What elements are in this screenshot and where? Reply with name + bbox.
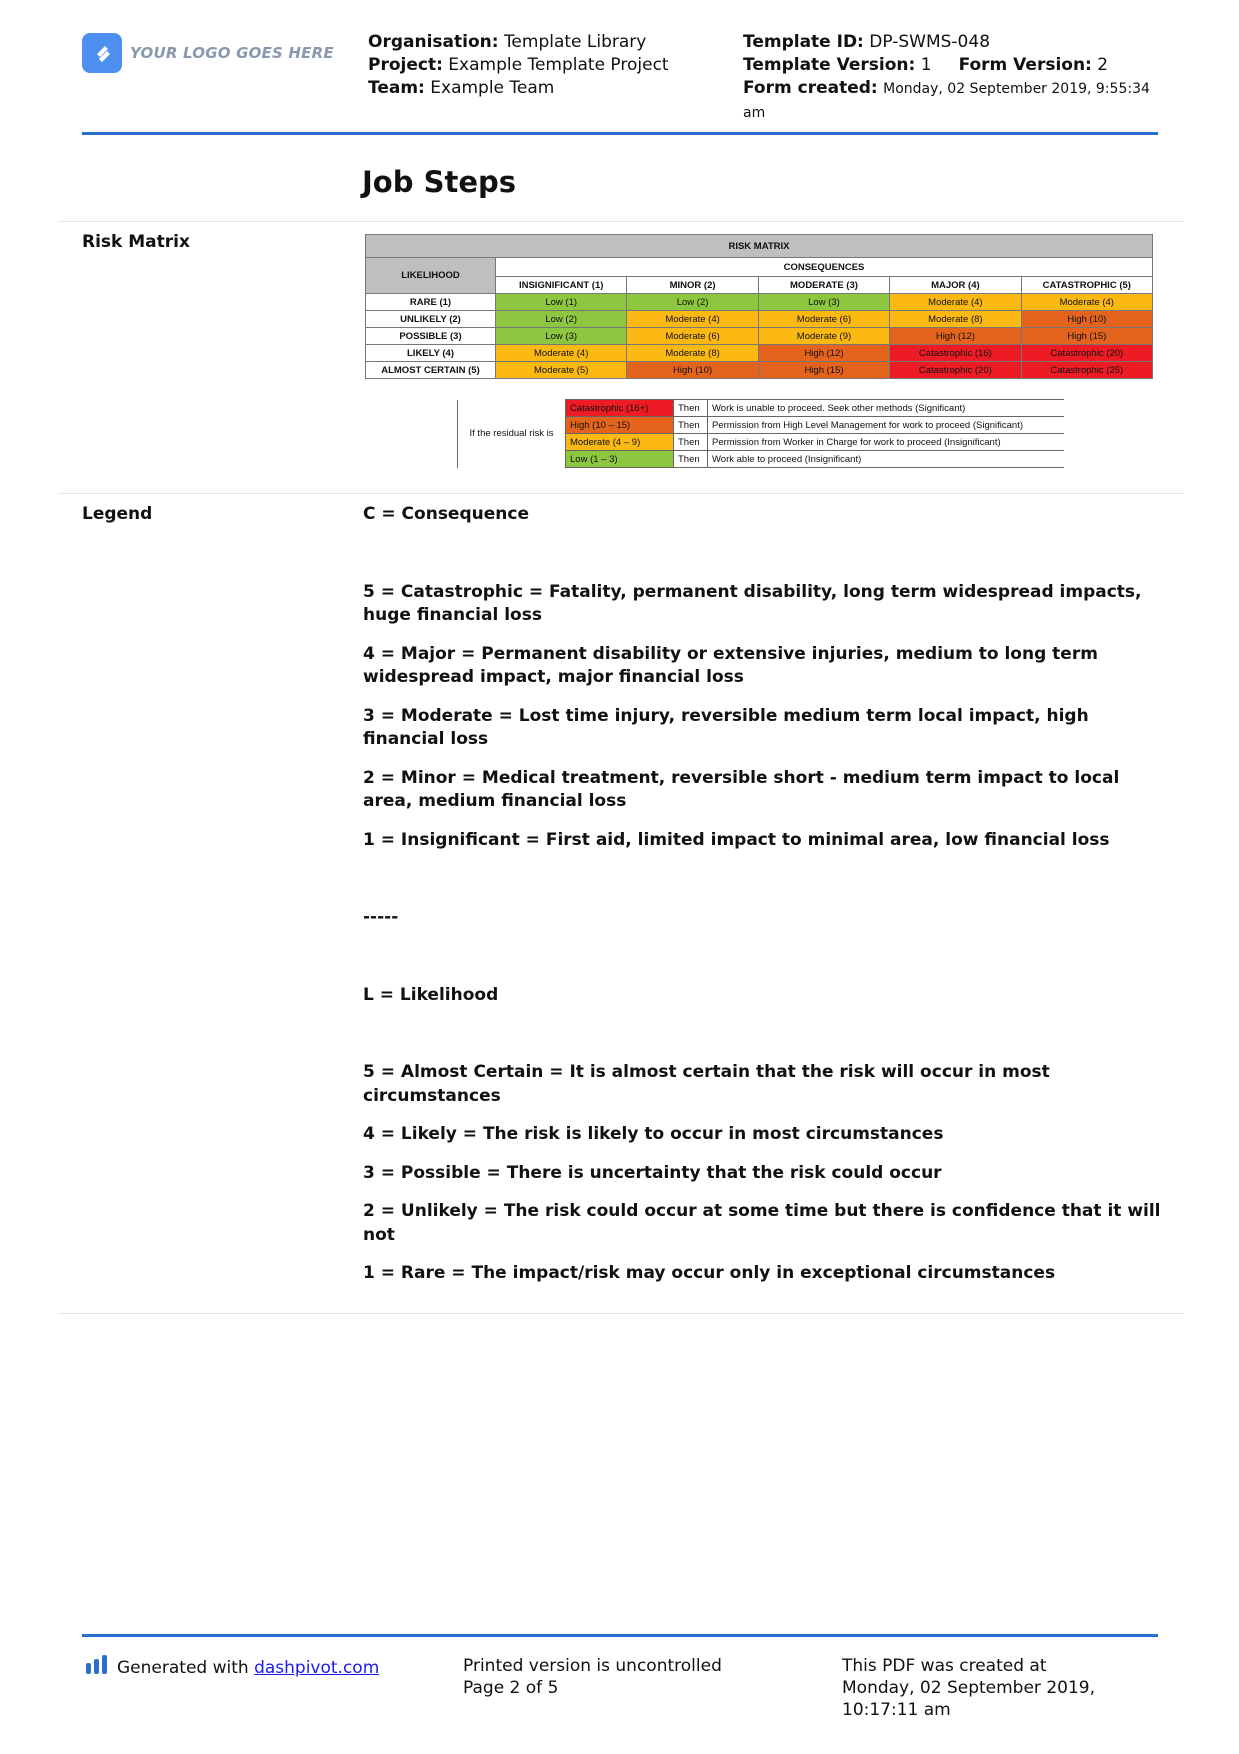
footer-divider [82, 1634, 1158, 1637]
likelihood-header: LIKELIHOOD [366, 258, 496, 294]
risk-rating-cell: Low (1) [496, 294, 627, 311]
risk-rating-cell: Moderate (4) [496, 345, 627, 362]
dashpivot-link[interactable]: dashpivot.com [254, 1658, 380, 1678]
risk-rating-cell: High (10) [627, 362, 758, 379]
risk-rating-cell: Moderate (6) [627, 328, 758, 345]
risk-key-intro: If the residual risk is [458, 400, 566, 468]
legend-separator: ----- [363, 907, 399, 927]
likelihood-row-label: ALMOST CERTAIN (5) [366, 362, 496, 379]
created-line-3: 10:17:11 am [842, 1700, 951, 1720]
risk-matrix-row [366, 294, 1153, 311]
likelihood-3: 3 = Possible = There is uncertainty that the risk could occur [363, 1162, 942, 1183]
header-left [368, 31, 669, 100]
row-divider [58, 493, 1184, 494]
template-version-value: 1 [920, 55, 932, 75]
risk-key-level: Catastrophic (16+) [566, 400, 674, 417]
likelihood-1: 1 = Rare = The impact/risk may occur only in exceptional circumstances [363, 1263, 1056, 1283]
risk-matrix-label: Risk Matrix [82, 232, 190, 252]
likelihood-5: 5 = Almost Certain = It is almost certain that the risk will occur in most circumstances [363, 1062, 1050, 1106]
risk-rating-cell: Moderate (4) [1021, 294, 1152, 311]
risk-key-then: Then [674, 400, 708, 417]
risk-rating-cell: Low (3) [496, 328, 627, 345]
created-line-1: This PDF was created at [842, 1656, 1047, 1676]
risk-key-level: High (10 – 15) [566, 417, 674, 434]
risk-rating-cell: Moderate (4) [890, 294, 1021, 311]
risk-rating-cell: Low (2) [496, 311, 627, 328]
likelihood-heading: L = Likelihood [363, 984, 499, 1005]
row-divider [58, 221, 1184, 222]
risk-matrix-row [366, 328, 1153, 345]
risk-matrix-table [365, 234, 1153, 379]
likelihood-2: 2 = Unlikely = The risk could occur at some time but there is confidence that it will not [363, 1201, 1161, 1245]
form-version-value: 2 [1097, 55, 1109, 75]
generated-prefix: Generated with [117, 1658, 255, 1678]
page-number: Page 2 of 5 [463, 1678, 559, 1698]
consequence-column-header: MAJOR (4) [890, 277, 1021, 294]
risk-rating-cell: High (12) [758, 345, 889, 362]
risk-rating-cell: Moderate (6) [758, 311, 889, 328]
company-logo [82, 33, 334, 73]
risk-key-row [458, 400, 1064, 417]
template-id-value: DP-SWMS-048 [869, 32, 991, 52]
consequence-1: 1 = Insignificant = First aid, limited impact to minimal area, low financial loss [363, 829, 1110, 850]
header-right [743, 31, 1158, 125]
team-label: Team: [368, 78, 425, 98]
likelihood-4: 4 = Likely = The risk is likely to occur in most circumstances [363, 1124, 944, 1144]
footer-middle [463, 1655, 722, 1699]
template-version-label: Template Version: [743, 55, 916, 75]
risk-rating-cell: Moderate (8) [627, 345, 758, 362]
risk-rating-cell: Moderate (4) [627, 311, 758, 328]
risk-key [457, 399, 1064, 468]
likelihood-row-label: POSSIBLE (3) [366, 328, 496, 345]
form-created-value: Monday, 02 September 2019, 9:55:34 am [743, 81, 1150, 121]
risk-key-action: Permission from Worker in Charge for work to proceed (Insignificant) [708, 434, 1064, 451]
risk-key-then: Then [674, 451, 708, 468]
consequence-heading: C = Consequence [363, 504, 529, 524]
row-divider [58, 1313, 1184, 1314]
likelihood-row-label: UNLIKELY (2) [366, 311, 496, 328]
uncontrolled-note: Printed version is uncontrolled [463, 1656, 722, 1676]
legend-content [363, 503, 1163, 1286]
risk-matrix-row [366, 362, 1153, 379]
created-line-2: Monday, 02 September 2019, [842, 1678, 1095, 1698]
risk-rating-cell: High (12) [890, 328, 1021, 345]
header-divider [82, 132, 1158, 135]
section-title: Job Steps [362, 165, 517, 199]
form-version-label: Form Version: [958, 55, 1092, 75]
risk-key-level: Low (1 – 3) [566, 451, 674, 468]
risk-matrix-title: RISK MATRIX [366, 235, 1153, 258]
risk-rating-cell: Catastrophic (16) [890, 345, 1021, 362]
consequence-2: 2 = Minor = Medical treatment, reversible short - medium term impact to local area, medium financial loss [363, 767, 1120, 811]
consequence-column-header: CATASTROPHIC (5) [1021, 277, 1152, 294]
risk-key-then: Then [674, 434, 708, 451]
footer-generated [85, 1655, 379, 1681]
risk-rating-cell: Catastrophic (20) [890, 362, 1021, 379]
project-label: Project: [368, 55, 443, 75]
risk-rating-cell: High (15) [1021, 328, 1152, 345]
project-value: Example Template Project [448, 55, 669, 75]
consequence-column-header: MODERATE (3) [758, 277, 889, 294]
risk-key-action: Work is unable to proceed. Seek other methods (Significant) [708, 400, 1064, 417]
risk-rating-cell: Moderate (8) [890, 311, 1021, 328]
organisation-value: Template Library [503, 32, 647, 52]
consequence-4: 4 = Major = Permanent disability or extensive injuries, medium to long term widespread impact, major financial loss [363, 643, 1098, 687]
form-created-label: Form created: [743, 78, 878, 98]
risk-rating-cell: High (10) [1021, 311, 1152, 328]
risk-key-action: Work able to proceed (Insignificant) [708, 451, 1064, 468]
dashpivot-icon [85, 1655, 109, 1681]
legend-label: Legend [82, 504, 153, 524]
risk-rating-cell: Low (2) [627, 294, 758, 311]
likelihood-row-label: RARE (1) [366, 294, 496, 311]
risk-matrix-row [366, 345, 1153, 362]
risk-rating-cell: Catastrophic (20) [1021, 345, 1152, 362]
consequence-5: 5 = Catastrophic = Fatality, permanent disability, long term widespread impacts, huge financial loss [363, 581, 1142, 625]
risk-key-level: Moderate (4 – 9) [566, 434, 674, 451]
risk-rating-cell: High (15) [758, 362, 889, 379]
likelihood-row-label: LIKELY (4) [366, 345, 496, 362]
consequence-3: 3 = Moderate = Lost time injury, reversible medium term local impact, high financial loss [363, 705, 1089, 749]
risk-rating-cell: Moderate (9) [758, 328, 889, 345]
risk-rating-cell: Catastrophic (25) [1021, 362, 1152, 379]
team-value: Example Team [430, 78, 555, 98]
organisation-label: Organisation: [368, 32, 499, 52]
risk-key-then: Then [674, 417, 708, 434]
consequence-column-header: MINOR (2) [627, 277, 758, 294]
risk-key-action: Permission from High Level Management for work to proceed (Significant) [708, 417, 1064, 434]
consequences-header: CONSEQUENCES [496, 258, 1153, 277]
risk-matrix-image [365, 234, 1153, 379]
template-id-label: Template ID: [743, 32, 864, 52]
risk-matrix-row [366, 311, 1153, 328]
risk-key-table [457, 399, 1064, 468]
footer-right [842, 1655, 1095, 1721]
risk-rating-cell: Moderate (5) [496, 362, 627, 379]
consequence-column-header: INSIGNIFICANT (1) [496, 277, 627, 294]
logo-text: YOUR LOGO GOES HERE [130, 44, 334, 62]
risk-rating-cell: Low (3) [758, 294, 889, 311]
logo-icon [82, 33, 122, 73]
